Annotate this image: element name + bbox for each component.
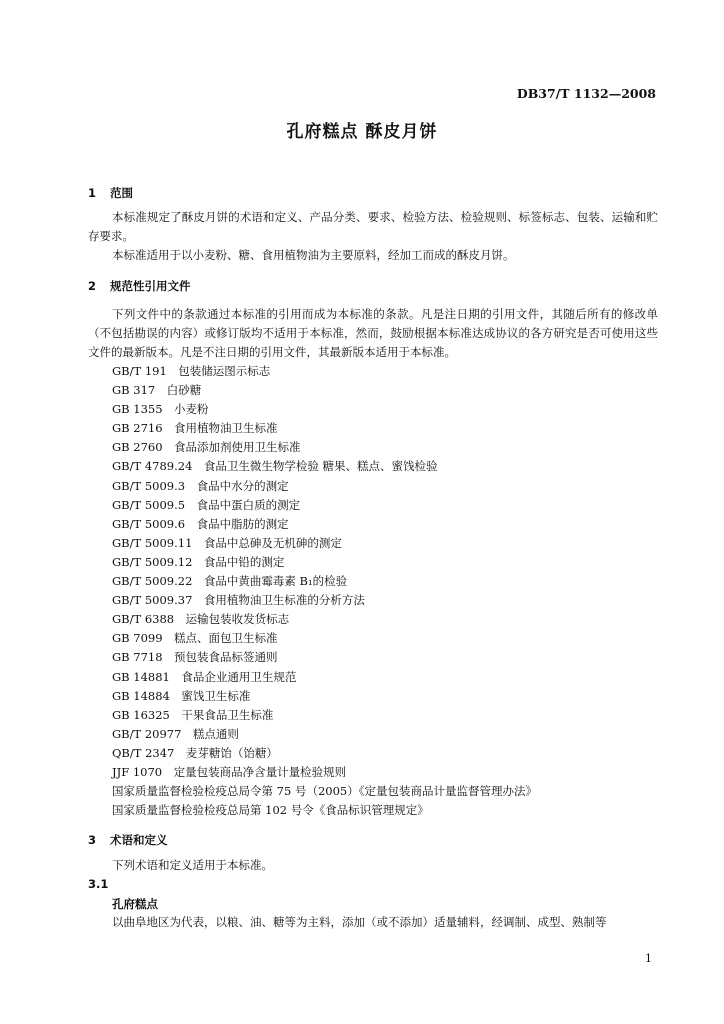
section-title: 术语和定义 <box>110 833 168 847</box>
list-item: GB/T 6388 运输包装收发货标志 <box>112 612 290 627</box>
list-item: JJF 1070 定量包装商品净含量计量检验规则 <box>112 764 347 779</box>
paragraph: 下列术语和定义适用于本标准。 <box>112 858 273 872</box>
list-item: GB 2760 食品添加剂使用卫生标准 <box>112 440 301 455</box>
section-number: 3 <box>88 833 97 847</box>
normative-refs-intro <box>88 305 658 362</box>
list-item: GB 7099 糕点、面包卫生标准 <box>112 631 278 646</box>
list-item: GB 317 白砂糖 <box>112 383 202 398</box>
document-title: 孔府糕点 酥皮月饼 <box>286 122 438 142</box>
list-item: GB/T 5009.12 食品中铅的测定 <box>112 554 285 569</box>
section-3-heading <box>88 832 168 848</box>
section-title: 范围 <box>110 186 133 200</box>
list-item: GB/T 5009.11 食品中总砷及无机砷的测定 <box>112 535 342 550</box>
list-item: GB 16325 干果食品卫生标准 <box>112 707 274 722</box>
list-item: 国家质量监督检验检疫总局令第 75 号（2005）《定量包装商品计量监督管理办法》 <box>112 784 537 799</box>
scope-text <box>88 208 658 265</box>
section-number: 2 <box>88 279 97 293</box>
list-item: GB 2716 食用植物油卫生标准 <box>112 421 278 436</box>
paragraph: 本标准适用于以小麦粉、糖、食用植物油为主要原料，经加工而成的酥皮月饼。 <box>112 248 515 262</box>
reference-list <box>112 362 537 820</box>
list-item: GB/T 5009.6 食品中脂肪的测定 <box>112 516 289 531</box>
term-number: 3.1 <box>88 877 109 891</box>
paragraph: 本标准规定了酥皮月饼的术语和定义、产品分类、要求、检验方法、检验规则、标签标志、包装、运输和贮存要求。 <box>88 210 658 243</box>
term-definition: 以曲阜地区为代表，以粮、油、糖等为主料，添加（或不添加）适量辅料，经调制、成型、熟制等 <box>112 915 607 929</box>
term-name: 孔府糕点 <box>112 897 158 911</box>
list-item: 国家质量监督检验检疫总局第 102 号令《食品标识管理规定》 <box>112 803 429 818</box>
section-2-heading <box>88 278 191 294</box>
terms-intro <box>88 856 658 875</box>
list-item: GB/T 5009.22 食品中黄曲霉毒素 B₁的检验 <box>112 574 348 589</box>
list-item: GB 14884 蜜饯卫生标准 <box>112 688 251 703</box>
list-item: GB 1355 小麦粉 <box>112 402 209 417</box>
list-item: GB/T 5009.3 食品中水分的测定 <box>112 478 289 493</box>
list-item: GB 14881 食品企业通用卫生规范 <box>112 669 297 684</box>
page-number: 1 <box>645 952 652 965</box>
list-item: GB/T 191 包装储运图示标志 <box>112 364 271 378</box>
section-1-heading <box>88 185 133 201</box>
section-number: 1 <box>88 186 97 200</box>
list-item: GB 7718 预包装食品标签通则 <box>112 650 278 665</box>
section-title: 规范性引用文件 <box>110 279 191 293</box>
list-item: GB/T 20977 糕点通则 <box>112 726 239 741</box>
list-item: GB/T 4789.24 食品卫生微生物学检验 糖果、糕点、蜜饯检验 <box>112 459 438 474</box>
list-item: GB/T 5009.5 食品中蛋白质的测定 <box>112 497 301 512</box>
list-item: QB/T 2347 麦芽糖饴（饴糖） <box>112 745 278 760</box>
standard-code: DB37/T 1132—2008 <box>516 86 656 101</box>
list-item: GB/T 5009.37 食用植物油卫生标准的分析方法 <box>112 593 365 608</box>
paragraph: 下列文件中的条款通过本标准的引用而成为本标准的条款。凡是注日期的引用文件，其随后所有的修改单（不包括勘误的内容）或修订版均不适用于本标准，然而，鼓励根据本标准达成协议的各方研究是否可使用这些文件的最新版本。凡是不注日期的引用文件，其最新版本适用于本标准。 <box>88 307 658 359</box>
